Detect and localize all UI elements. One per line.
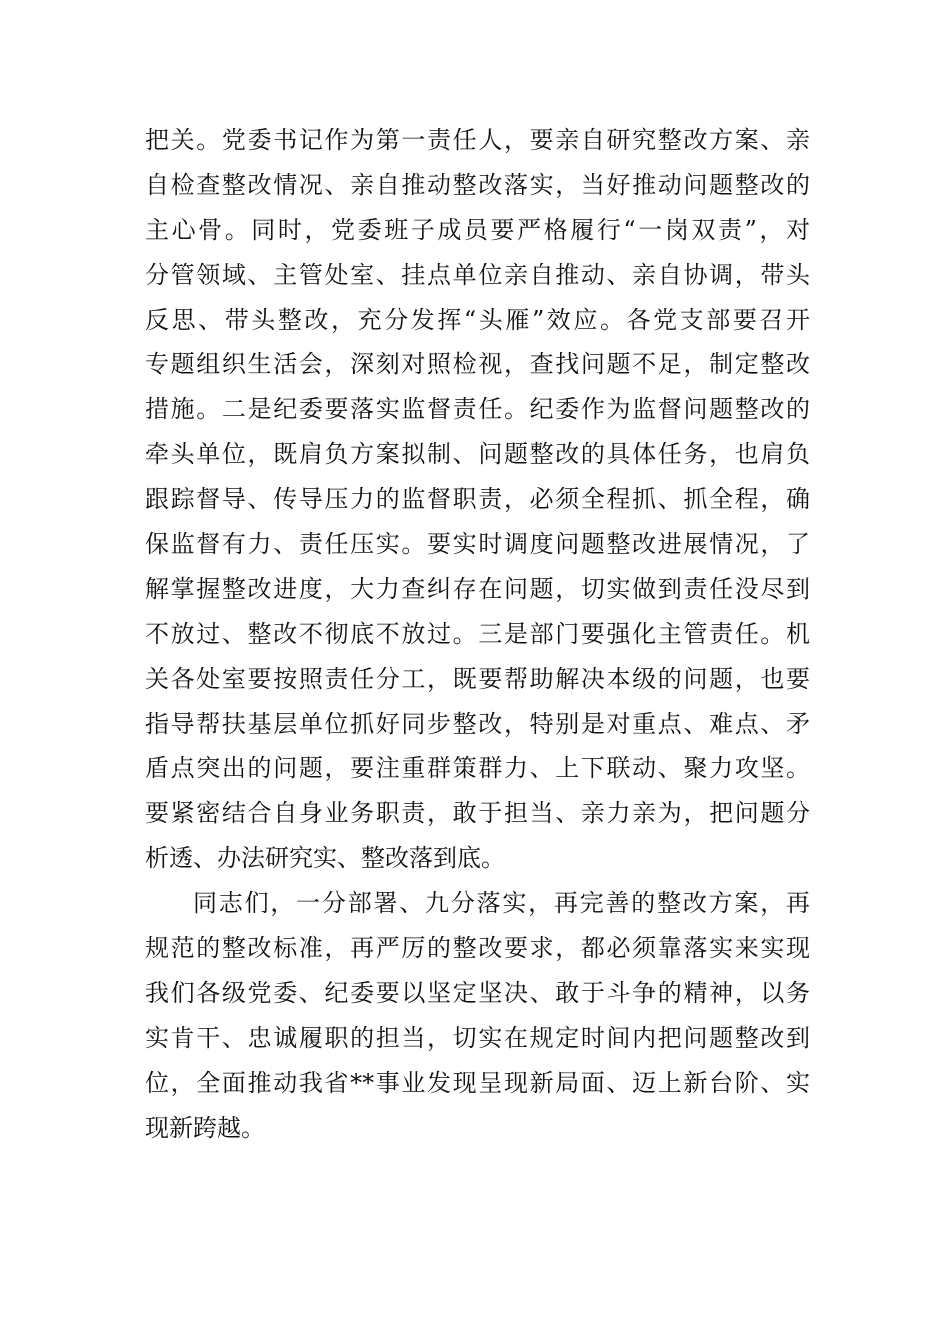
text-line: 同志们，一分部署、九分落实，再完善的整改方案，再 bbox=[193, 889, 810, 918]
text-line: 反思、带头整改，充分发挥“头雁”效应。各党支部要召开 bbox=[145, 305, 810, 334]
document-body bbox=[145, 118, 810, 1150]
text-line: 要紧密结合自身业务职责，敢于担当、亲力亲为，把问题分 bbox=[145, 799, 810, 828]
text-line: 解掌握整改进度，大力查纠存在问题，切实做到责任没尽到 bbox=[145, 574, 810, 603]
text-line: 实肯干、忠诚履职的担当，切实在规定时间内把问题整改到 bbox=[145, 1023, 810, 1052]
text-line: 措施。二是纪委要落实监督责任。纪委作为监督问题整改的 bbox=[145, 395, 810, 424]
text-line: 跟踪督导、传导压力的监督职责，必须全程抓、抓全程，确 bbox=[145, 485, 810, 514]
text-line: 把关。党委书记作为第一责任人，要亲自研究整改方案、亲 bbox=[145, 126, 810, 154]
text-line: 关各处室要按照责任分工，既要帮助解决本级的问题，也要 bbox=[145, 664, 810, 693]
text-line: 现新跨越。 bbox=[145, 1113, 265, 1142]
text-line: 我们各级党委、纪委要以坚定坚决、敢于斗争的精神，以务 bbox=[145, 978, 810, 1007]
paragraph-2 bbox=[145, 881, 810, 1150]
text-line: 不放过、整改不彻底不放过。三是部门要强化主管责任。机 bbox=[145, 619, 810, 648]
text-line: 分管领域、主管处室、挂点单位亲自推动、亲自协调，带头 bbox=[145, 260, 810, 289]
text-line: 析透、办法研究实、整改落到底。 bbox=[145, 844, 505, 873]
text-line: 位，全面推动我省**事业发现呈现新局面、迈上新台阶、实 bbox=[145, 1068, 810, 1097]
text-line: 盾点突出的问题，要注重群策群力、上下联动、聚力攻坚。 bbox=[145, 754, 810, 783]
text-line: 指导帮扶基层单位抓好同步整改，特别是对重点、难点、矛 bbox=[145, 709, 810, 738]
text-line: 自检查整改情况、亲自推动整改落实，当好推动问题整改的 bbox=[145, 170, 810, 199]
text-line: 规范的整改标准，再严厉的整改要求，都必须靠落实来实现 bbox=[145, 934, 810, 963]
paragraph-1 bbox=[145, 118, 810, 881]
text-line: 专题组织生活会，深刻对照检视，查找问题不足，制定整改 bbox=[145, 350, 810, 379]
text-line: 牵头单位，既肩负方案拟制、问题整改的具体任务，也肩负 bbox=[145, 440, 810, 469]
text-line: 主心骨。同时，党委班子成员要严格履行“一岗双责”，对 bbox=[145, 215, 810, 244]
text-line: 保监督有力、责任压实。要实时调度问题整改进展情况，了 bbox=[145, 530, 810, 559]
